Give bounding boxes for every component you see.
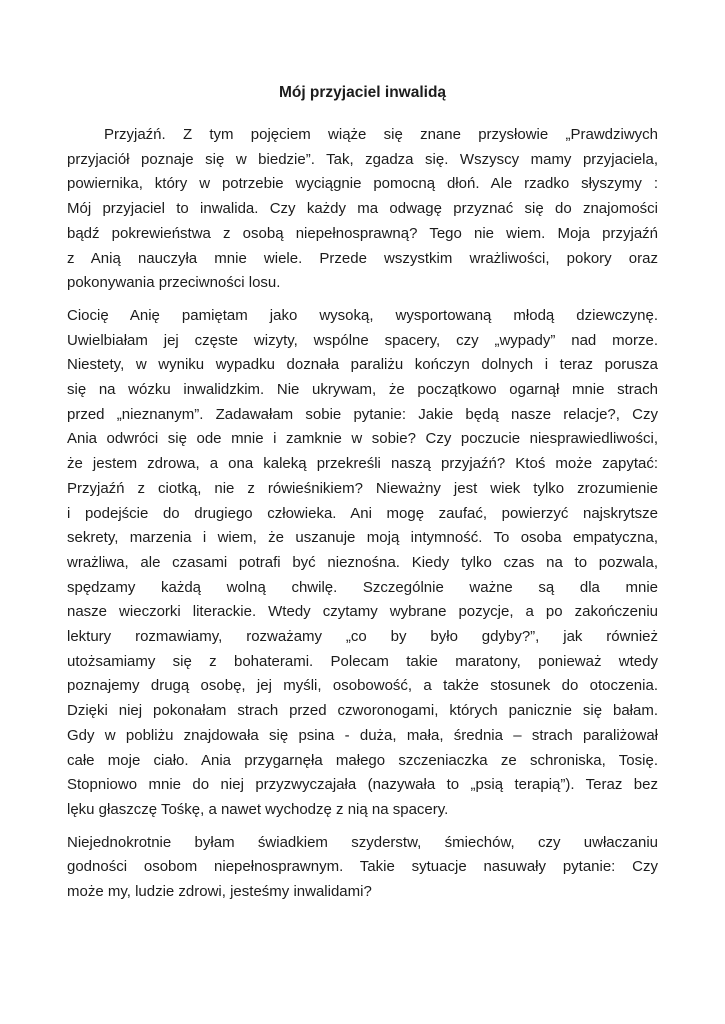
text-line: poznajemy drugą osobę, jej myśli, osobowość, a także stosunek do otoczenia. (67, 677, 658, 695)
text-line: przed „nieznanym”. Zadawałam sobie pytanie: Jakie będą nasze relacje?, Czy (67, 405, 658, 423)
text-line: wrażliwa, ale czasami potrafi być nieznośna. Kiedy tylko czas na to pozwala, (67, 553, 658, 571)
text-line: godności osobom niepełnosprawnym. Takie sytuacje nasuwały pytanie: Czy (67, 858, 658, 876)
text-line: sekrety, marzenia i wiem, że uszanuje moją intymność. To osoba empatyczna, (67, 529, 658, 547)
text-line: przyjaciół poznaje się w biedzie”. Tak, zgadza się. Wszyscy mamy przyjaciela, (67, 150, 658, 168)
text-line: się na wózku inwalidzkim. Nie ukrywam, że początkowo ogarnął mnie strach (67, 381, 658, 399)
text-line: lęku głaszczę Tośkę, a nawet wychodzę z nią na spacery. (67, 800, 449, 818)
document-body (67, 123, 658, 905)
text-line: Ania odwróci się ode mnie i zamknie w sobie? Czy poczucie niesprawiedliwości, (67, 430, 658, 448)
text-line: nasze wieczorki literackie. Wtedy czytamy wybrane pozycje, a po zakończeniu (67, 603, 658, 621)
text-line: utożsamiamy się z bohaterami. Polecam takie maratony, ponieważ wtedy (67, 652, 658, 670)
text-line: Przyjaźń z ciotką, nie z rówieśnikiem? Nieważny jest wiek tylko zrozumienie (67, 479, 658, 497)
text-line: Przyjaźń. Z tym pojęciem wiąże się znane przysłowie „Prawdziwych (104, 126, 658, 143)
text-line: bądź pokrewieństwa z osobą niepełnosprawną? Tego nie wiem. Moja przyjaźń (67, 224, 658, 242)
text-line: Gdy w pobliżu znajdowała się psina - duża, mała, średnia – strach paraliżował (67, 726, 658, 744)
text-line: Mój przyjaciel to inwalida. Czy każdy ma odwagę przyznać się do znajomości (67, 200, 658, 218)
paragraph (67, 304, 658, 823)
text-line: Uwielbiałam jej częste wizyty, wspólne spacery, czy „wypady” nad morze. (67, 331, 658, 349)
document-title: Mój przyjaciel inwalidą (278, 84, 447, 101)
text-line: Ciocię Anię pamiętam jako wysoką, wysportowaną młodą dziewczynę. (67, 306, 658, 324)
text-line: Dzięki niej pokonałam strach przed czworonogami, których panicznie się bałam. (67, 702, 658, 720)
text-line: powiernika, który w potrzebie wyciągnie pomocną dłoń. Ale rzadko słyszymy : (67, 175, 658, 193)
text-line: pokonywania przeciwności losu. (67, 274, 281, 292)
text-line: całe moje ciało. Ania przygarnęła małego szczeniaczka ze schroniska, Tosię. (67, 751, 658, 769)
text-line: Niejednokrotnie byłam świadkiem szyderstw, śmiechów, czy uwłaczaniu (67, 833, 658, 851)
paragraph (67, 123, 658, 296)
paragraph (67, 831, 658, 905)
text-line: Niestety, w wyniku wypadku doznała paraliżu kończyn dolnych i teraz porusza (67, 356, 658, 374)
text-line: i podejście do drugiego człowieka. Ani mogę zaufać, powierzyć najskrytsze (67, 504, 658, 522)
text-line: Stopniowo mnie do niej przyzwyczajała (nazywała to „psią terapią”). Teraz bez (67, 776, 658, 794)
text-line: że jestem zdrowa, a ona kaleką przekreśli naszą przyjaźń? Ktoś może zapytać: (67, 455, 658, 473)
text-line: spędzamy każdą wolną chwilę. Szczególnie ważne są dla mnie (67, 578, 658, 596)
text-line: może my, ludzie zdrowi, jesteśmy inwalidami? (67, 883, 372, 901)
text-line: z Anią nauczyła mnie wiele. Przede wszystkim wrażliwości, pokory oraz (67, 249, 658, 267)
text-line: lektury rozmawiamy, rozważamy „co by było gdyby?”, jak również (67, 628, 658, 646)
